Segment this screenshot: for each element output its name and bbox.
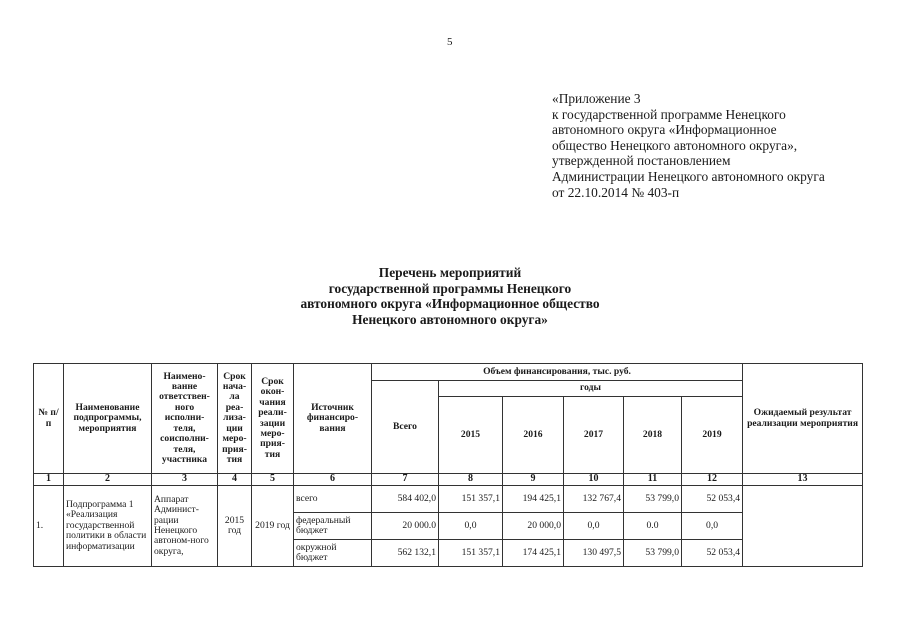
header-total: Всего	[372, 381, 439, 474]
year-cell: 53 799,0	[624, 540, 682, 567]
column-number: 1	[34, 474, 64, 486]
appendix-line: утвержденной постановлением	[552, 153, 731, 169]
source-cell: федеральный бюджет	[294, 513, 372, 540]
column-number: 6	[294, 474, 372, 486]
header-year-2017: 2017	[564, 397, 624, 474]
column-number: 12	[682, 474, 743, 486]
row-responsible: Аппарат Админист-рации Ненецкого автоном-ного округа,	[152, 486, 218, 567]
column-number: 9	[503, 474, 564, 486]
header-source: Источник финансиро-вания	[294, 364, 372, 474]
appendix-line: Администрации Ненецкого автономного округа	[552, 168, 825, 184]
year-cell: 174 425,1	[503, 540, 564, 567]
row-name: Подпрограмма 1 «Реализация государственной политики в области информатизации	[64, 486, 152, 567]
year-cell: 20 000,0	[503, 513, 564, 540]
source-cell: всего	[294, 486, 372, 513]
row-end: 2019 год	[252, 486, 294, 567]
year-cell: 52 053,4	[682, 540, 743, 567]
year-cell: 0.0	[624, 513, 682, 540]
header-start: Срок нача-ла реа-лиза-ции меро-прия-тия	[218, 364, 252, 474]
appendix-line: автономного округа «Информационное	[552, 122, 777, 138]
title-line: автономного округа «Информационное общество	[300, 296, 600, 312]
column-number: 13	[743, 474, 863, 486]
year-cell: 194 425,1	[503, 486, 564, 513]
year-cell: 151 357,1	[439, 540, 503, 567]
column-number: 8	[439, 474, 503, 486]
year-cell: 53 799,0	[624, 486, 682, 513]
table-row	[34, 486, 863, 513]
activities-table	[33, 363, 863, 567]
header-responsible: Наимено-ванне ответствен-ного исполни-теля, соисполни-теля, участника	[152, 364, 218, 474]
header-num: № п/п	[34, 364, 64, 474]
header-year-2016: 2016	[503, 397, 564, 474]
header-year-2015: 2015	[439, 397, 503, 474]
title-line: государственной программы Ненецкого	[328, 280, 572, 296]
row-start: 2015 год	[218, 486, 252, 567]
appendix-line: общество Ненецкого автономного округа»,	[552, 137, 798, 153]
total-cell: 584 402,0	[372, 486, 439, 513]
title-line: Ненецкого автономного округа»	[352, 311, 548, 327]
column-number: 7	[372, 474, 439, 486]
header-name: Наименование подпрограммы, мероприятия	[64, 364, 152, 474]
year-cell: 151 357,1	[439, 486, 503, 513]
header-funding: Объем финансирования, тыс. руб.	[372, 364, 743, 381]
row-num: 1.	[34, 486, 64, 567]
header-years: годы	[439, 381, 743, 397]
column-number: 3	[152, 474, 218, 486]
column-number: 2	[64, 474, 152, 486]
year-cell: 0,0	[564, 513, 624, 540]
document-title	[170, 265, 730, 327]
result-cell	[743, 486, 863, 567]
total-cell: 562 132,1	[372, 540, 439, 567]
header-year-2019: 2019	[682, 397, 743, 474]
header-end: Срок окон-чания реали-зации меро-прия-тия	[252, 364, 294, 474]
year-cell: 130 497,5	[564, 540, 624, 567]
appendix-line: к государственной программе Ненецкого	[552, 106, 786, 122]
page-number: 5	[447, 36, 453, 48]
column-number: 10	[564, 474, 624, 486]
year-cell: 52 053,4	[682, 486, 743, 513]
source-cell: окружной бюджет	[294, 540, 372, 567]
year-cell: 132 767,4	[564, 486, 624, 513]
appendix-line: «Приложение 3	[552, 91, 641, 106]
column-number: 4	[218, 474, 252, 486]
appendix-line: от 22.10.2014 № 403-п	[552, 184, 680, 200]
total-cell: 20 000.0	[372, 513, 439, 540]
year-cell: 0,0	[682, 513, 743, 540]
header-year-2018: 2018	[624, 397, 682, 474]
title-line: Перечень мероприятий	[378, 265, 522, 280]
header-result: Ожидаемый результат реализации мероприятия	[743, 364, 863, 474]
column-number: 11	[624, 474, 682, 486]
column-number: 5	[252, 474, 294, 486]
appendix-note	[552, 91, 892, 200]
year-cell: 0,0	[439, 513, 503, 540]
column-number-row	[34, 474, 863, 486]
